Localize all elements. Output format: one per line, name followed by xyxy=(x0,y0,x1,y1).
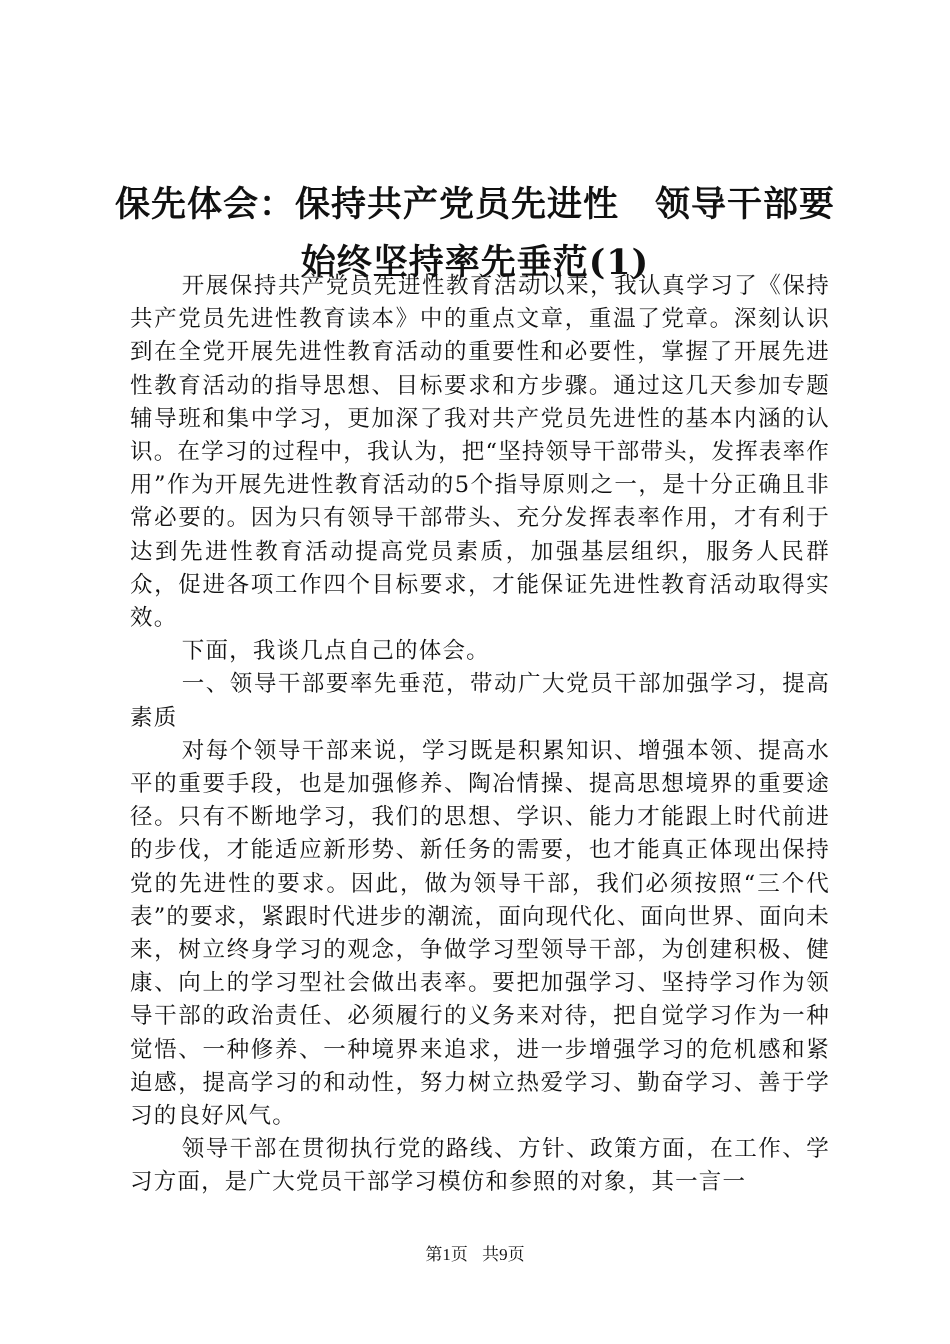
total-pages: 共9页 xyxy=(482,1245,525,1264)
page-number: 第1页 xyxy=(425,1245,468,1264)
paragraph-learning: 对每个领导干部来说，学习既是积累知识、增强本领、提高水平的重要手段，也是加强修养、陶冶情操、提高思想境界的重要途径。只有不断地学习，我们的思想、学识、能力才能跟上时代前进的步伐，才能适应新形势、新任务的需要，也才能真正体现出保持党的先进性的要求。因此，做为领导干部，我们必须按照“三个代表”的要求，紧跟时代进步的潮流，面向现代化、面向世界、面向未来，树立终身学习的观念，争做学习型领导干部，为创建积极、健康、向上的学习型社会做出表率。要把加强学习、坚持学习作为领导干部的政治责任、必须履行的义务来对待，把自觉学习作为一种觉悟、一种修养、一种境界来追求，进一步增强学习的危机感和紧迫感，提高学习的和动性，努力树立热爱学习、勤奋学习、善于学习的良好风气。 xyxy=(130,737,831,1130)
page-footer xyxy=(0,1244,950,1266)
section-heading-1: 一、领导干部要率先垂范，带动广大党员干部加强学习，提高素质 xyxy=(130,671,830,731)
paragraph-role-model: 领导干部在贯彻执行党的路线、方针、政策方面，在工作、学习方面，是广大党员干部学习模仿和参照的对象，其一言一 xyxy=(130,1136,830,1196)
paragraph-intro: 开展保持共产党员先进性教育活动以来，我认真学习了《保持共产党员先进性教育读本》中的重点文章，重温了党章。深刻认识到在全党开展先进性教育活动的重要性和必要性，掌握了开展先进性教育活动的指导思想、目标要求和方步骤。通过这几天参加专题辅导班和集中学习，更加深了我对共产党员先进性的基本内涵的认识。在学习的过程中，我认为，把“坚持领导干部带头，发挥表率作用”作为开展先进性教育活动的5个指导原则之一，是十分正确且非常必要的。因为只有领导干部带头、充分发挥表率作用，才有利于达到先进性教育活动提高党员素质，加强基层组织，服务人民群众，促进各项工作四个目标要求，才能保证先进性教育活动取得实效。 xyxy=(130,273,831,632)
title-line-1: 保先体会：保持共产党员先进性 领导干部要 xyxy=(114,184,835,225)
title-line-2: 始终坚持率先垂范(1) xyxy=(300,242,650,283)
paragraph-transition: 下面，我谈几点自己的体会。 xyxy=(181,638,490,665)
document-body xyxy=(130,270,830,1200)
